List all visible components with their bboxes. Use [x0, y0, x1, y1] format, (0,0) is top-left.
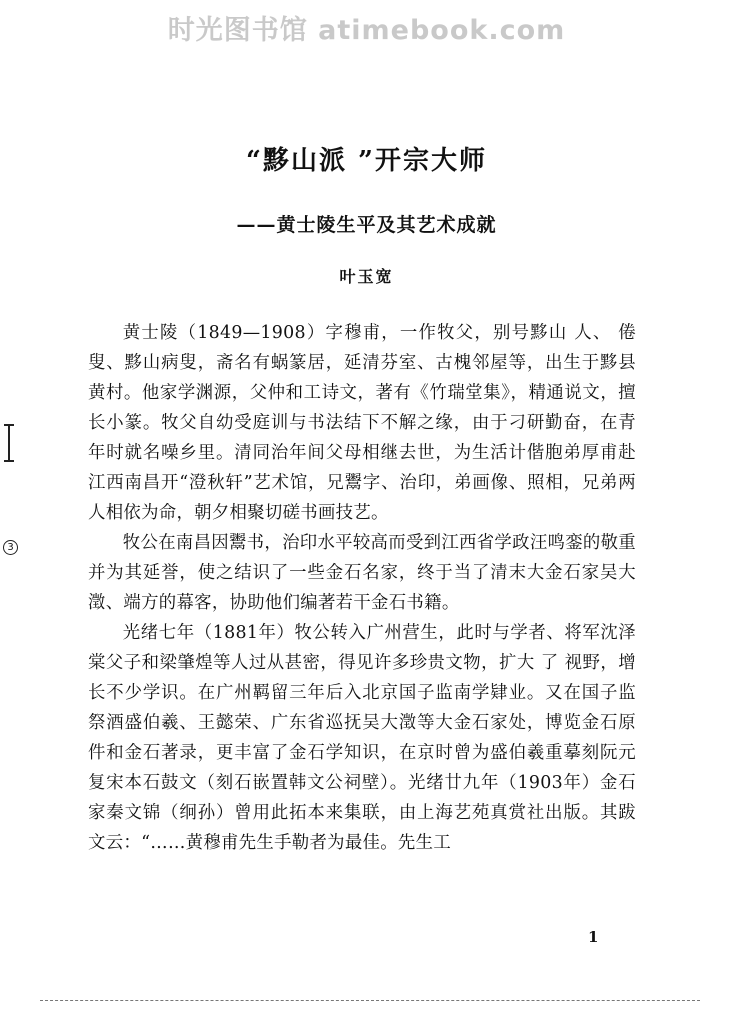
paragraph: 牧公在南昌因鬻书，治印水平较高而受到江西省学政汪鸣銮的敬重并为其延誉，使之结识了一些金石名家，终于当了清末大金石家吴大澂、端方的幕客，协助他们编著若干金石书籍。: [88, 533, 636, 613]
paragraph: 光绪七年（1881年）牧公转入广州营生，此时与学者、将军沈泽棠父子和梁肇煌等人过从甚密，得见许多珍贵文物，扩大 了 视野，增长不少学识。在广州羁留三年后入北京国子监南学肄业。又在国子监祭酒盛伯羲、王懿荣、广东省巡抚吴大澂等大金石家处，博览金石原件和金石著录，更丰富了金石学知识，在京时曾为盛伯羲重摹刻阮元复宋本石鼓文（刻石嵌置韩文公祠壁）。光绪廿九年（1903年）金石家秦文锦（䌹孙）曾用此拓本来集联，由上海艺苑真赏社出版。其跋文云：“……黄穆甫先生手勒者为最佳。先生工: [88, 623, 636, 853]
circled-number-marker: 3: [3, 540, 18, 555]
margin-bracket-mark: [4, 412, 14, 472]
paragraph: 黄士陵（1849—1908）字穆甫，一作牧父，别号黟山 人、 倦叟、黟山病叟，斋名有蜗篆居，延清芬室、古槐邻屋等，出生于黟县黄村。他家学渊源，父仲和工诗文，著有《竹瑞堂集》，精通说文，擅长小篆。牧父自幼受庭训与书法结下不解之缘，由于刁研勤奋，在青年时就名噪乡里。清同治年间父母相继去世，为生活计偕胞弟厚甫赴江西南昌开“澄秋轩”艺术馆，兄鬻字、治印，弟画像、照相，兄弟两人相依为命，朝夕相聚切磋书画技艺。: [88, 323, 636, 523]
article-author: 叶玉宽: [339, 267, 394, 286]
site-watermark: 时光图书馆 atimebook.com: [167, 15, 566, 46]
page-number: 1: [588, 928, 599, 946]
bottom-rule: [40, 1000, 700, 1001]
article-subtitle: ——黄士陵生平及其艺术成就: [236, 214, 497, 236]
article-title: “黟山派 ”开宗大师: [246, 146, 487, 176]
article-body: [88, 318, 636, 858]
